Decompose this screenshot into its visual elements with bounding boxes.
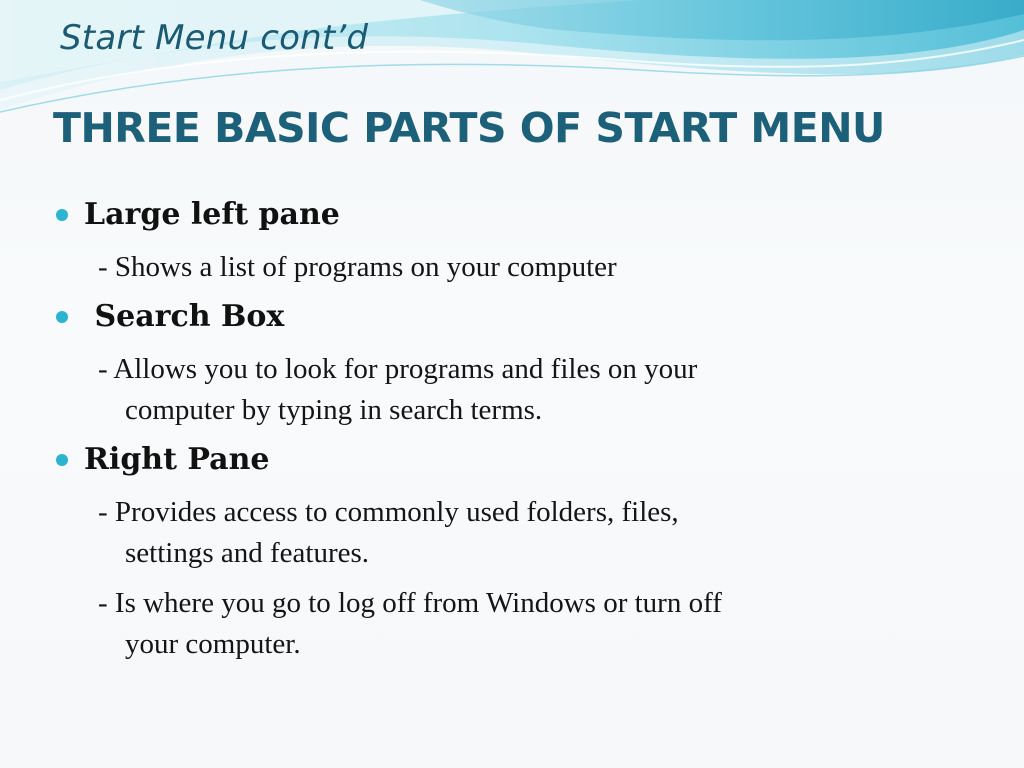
detail-line-continued: your computer. — [125, 628, 301, 660]
detail-line-continued: computer by typing in search terms. — [125, 394, 543, 426]
bullet-dot-icon — [56, 311, 68, 323]
bullet-detail — [98, 247, 898, 288]
detail-line: - Shows a list of programs on your computer — [98, 251, 617, 283]
bullet-detail — [98, 349, 898, 431]
bullet-dot-icon — [56, 454, 68, 466]
bullet-item-right-pane — [56, 442, 270, 477]
bullet-item-search-box — [56, 299, 285, 334]
detail-line: - Provides access to commonly used folders, files, — [98, 496, 679, 528]
bullet-heading: Right Pane — [84, 442, 270, 477]
slide-subtitle: Start Menu cont’d — [60, 18, 369, 58]
bullet-detail — [98, 492, 898, 574]
bullet-heading: Large left pane — [84, 197, 340, 232]
detail-line: - Is where you go to log off from Windows or turn off — [98, 587, 722, 619]
bullet-detail — [98, 583, 898, 665]
slide-title: THREE BASIC PARTS OF START MENU — [53, 104, 885, 152]
detail-line-continued: settings and features. — [125, 537, 370, 569]
detail-line: - Allows you to look for programs and files on your — [98, 353, 698, 385]
bullet-heading: Search Box — [84, 299, 285, 334]
bullet-dot-icon — [56, 209, 68, 221]
bullet-item-large-left-pane — [56, 197, 340, 232]
